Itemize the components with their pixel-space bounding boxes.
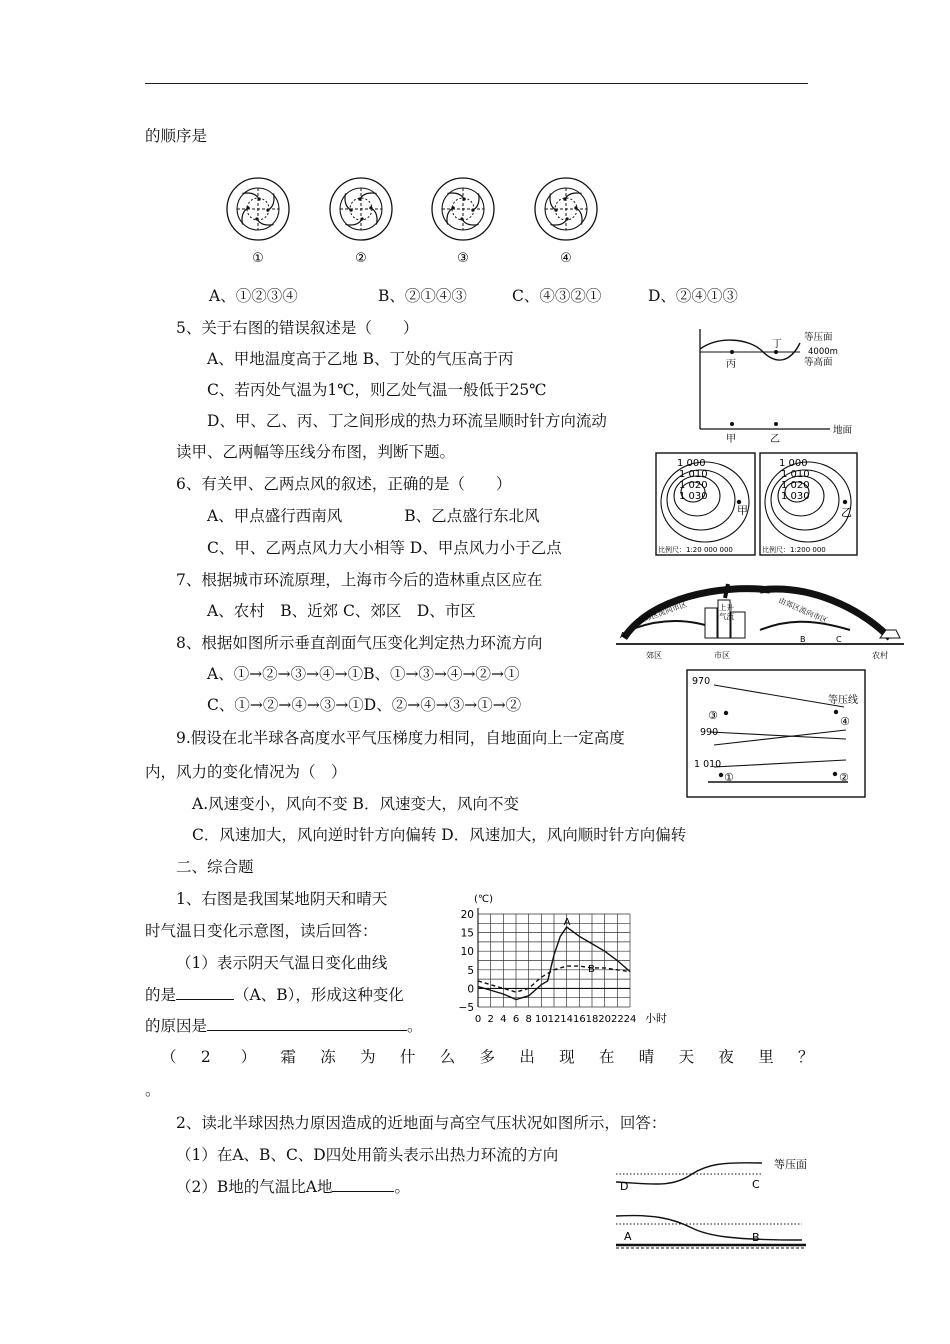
point-4: ④: [840, 715, 850, 728]
label-a: A: [624, 1230, 632, 1243]
section-2-heading: 二、综合题: [176, 858, 254, 876]
label-ding: 丁: [772, 339, 782, 350]
y-tick-label: 15: [460, 927, 474, 940]
label-d: D: [620, 1180, 629, 1193]
circle-label-3: ③: [457, 251, 469, 266]
c1-line5-end: 。: [407, 1017, 423, 1035]
label-airflow: 气流: [719, 612, 734, 621]
q5-option-c: C、若丙处气温为1℃，则乙处气温一般低于25℃: [207, 381, 547, 399]
circle-label-4: ④: [560, 251, 572, 266]
x-tick-label: 20: [598, 1014, 612, 1025]
wind-circle-3: [432, 178, 494, 240]
q6-options-ab: A、甲点盛行西南风 B、乙点盛行东北风: [207, 507, 540, 525]
c1-line2: 时气温日变化示意图，读后回答：: [145, 922, 378, 940]
q5-isobar-figure: [690, 325, 870, 447]
chart-x-unit: 小时: [645, 1012, 667, 1025]
label-bing: 丙: [726, 359, 736, 370]
chart-y-unit: (℃): [474, 894, 494, 905]
isobar-970: 970: [692, 676, 711, 687]
c1-q2-char: 里: [758, 1048, 774, 1066]
c1-q2-char: 霜: [280, 1048, 296, 1066]
q4-option-d: D、②④①③: [648, 287, 738, 305]
isobar-1010: 1 010: [694, 759, 722, 770]
c1-q2-char: 2: [200, 1048, 211, 1066]
label-village: 农村: [872, 651, 888, 660]
c2-part2-start: （2）B地的气温比A地: [176, 1178, 333, 1196]
q4-option-c: C、④③②①: [512, 287, 602, 305]
c1-answer-blank-reason[interactable]: [207, 1016, 407, 1031]
x-tick-label: 8: [525, 1014, 532, 1025]
label-c: C: [836, 635, 842, 644]
q4-option-a: A、①②③④: [209, 287, 298, 305]
wind-arrow: [550, 193, 556, 210]
map1-isobar-1030: 1 030: [679, 491, 708, 502]
q6-stem: 6、有关甲、乙两点风的叙述，正确的是（ ）: [176, 475, 512, 493]
c2-part2-end: 。: [394, 1178, 410, 1196]
circle-label-1: ①: [252, 251, 264, 266]
q9-options-cd: C．风速加大，风向逆时针方向偏转 D．风速加大，风向顺时针方向偏转: [192, 826, 687, 844]
c1-q2-char: 什: [399, 1048, 416, 1066]
x-tick-label: 22: [610, 1014, 624, 1025]
x-tick-label: 18: [585, 1014, 599, 1025]
label-isobar-surface: 等压面: [774, 1158, 807, 1171]
x-tick-label: 4: [500, 1014, 507, 1025]
q4-option-b: B、②①④③: [378, 287, 467, 305]
wind-arrow: [447, 193, 464, 199]
wind-arrow: [345, 219, 362, 225]
y-tick-label: 10: [460, 946, 474, 959]
q6-options-cd: C、甲、乙两点风力大小相等 D、甲点风力小于乙点: [207, 539, 562, 557]
c1-q2-char: 冻: [320, 1048, 336, 1066]
label-a: A: [620, 631, 626, 640]
wind-circle-1: [227, 178, 289, 240]
isobar-label: 等压线: [828, 695, 858, 706]
point-2: ②: [839, 771, 849, 784]
c2-stem: 2、读北半球因热力原因造成的近地面与高空气压状况如图所示，回答：: [176, 1114, 667, 1132]
x-tick-label: 16: [572, 1014, 586, 1025]
wind-arrow: [242, 193, 259, 199]
c2-isobar-figure: [612, 1152, 824, 1256]
q8-stem: 8、根据如图所示垂直剖面气压变化判定热力环流方向: [176, 634, 543, 652]
c1-q2-char: 天: [678, 1048, 695, 1066]
c1-line3: （1）表示阴天气温日变化曲线: [176, 954, 388, 972]
c1-question-2: [0, 1047, 950, 1069]
c1-line5: [145, 1016, 423, 1036]
label-ground: 地面: [833, 425, 853, 436]
label-isobar-surface: 等压面: [804, 332, 833, 343]
c1-q2-char: 出: [519, 1048, 535, 1066]
map2-isobar-1020: 1 020: [781, 480, 810, 491]
c2-part1: （1）在A、B、C、D四处用箭头表示出热力环流的方向: [176, 1146, 559, 1164]
q8-pressure-profile-figure: [686, 669, 868, 799]
c1-q2-char: 多: [479, 1048, 496, 1066]
c1-line5-start: 的原因是: [145, 1017, 208, 1035]
x-tick-label: 14: [560, 1014, 574, 1025]
label-height-surface: 等高面: [804, 357, 833, 368]
c1-q2-char: 晴: [638, 1048, 655, 1066]
c1-q2-char: 为: [360, 1048, 376, 1066]
label-left-flow: 由郊区流向市区: [635, 599, 689, 626]
c1-line4-end: （A、B），形成这种变化: [234, 986, 404, 1004]
wind-arrow: [473, 193, 479, 210]
y-tick-label: 0: [467, 983, 474, 996]
c1-line1: 1、右图是我国某地阴天和晴天: [176, 890, 388, 908]
label-right-flow: 由郊区流向市区: [777, 595, 829, 626]
q5-stem: 5、关于右图的错误叙述是（ ）: [176, 319, 419, 337]
c1-q2-char: ？: [798, 1048, 814, 1066]
map2-point-yi: 乙: [841, 506, 852, 519]
x-tick-label: 12: [547, 1014, 561, 1025]
y-tick-label: 20: [460, 909, 474, 921]
label-rising: 上升: [719, 603, 734, 612]
map1-isobar-1010: 1 010: [679, 469, 708, 480]
lead-text: 的顺序是: [145, 127, 208, 145]
x-tick-label: 6: [512, 1014, 520, 1025]
map2-isobar-1030: 1 030: [781, 491, 810, 502]
isobar-990: 990: [700, 727, 719, 738]
q8-options-cd: C、①→②→④→③→①D、②→④→③→①→②: [207, 696, 522, 714]
q7-options: A、农村 B、近郊 C、郊区 D、市区: [207, 602, 476, 620]
c1-q2-char: 么: [439, 1048, 456, 1066]
wind-arrow: [268, 193, 274, 210]
wind-circle-2: [330, 178, 392, 240]
header-rule: [145, 83, 808, 84]
q6-isobar-maps: [655, 452, 860, 556]
q7-urban-circulation-figure: [610, 578, 910, 664]
label-suburb: 郊区: [646, 651, 662, 660]
q4-wind-figure: [218, 172, 598, 266]
point-3: ③: [708, 709, 718, 722]
q9-line2: 内，风力的变化情况为（ ）: [145, 763, 347, 781]
circle-label-2: ②: [355, 251, 367, 266]
wind-arrow: [345, 193, 351, 210]
c2-answer-blank[interactable]: [332, 1177, 394, 1192]
x-tick-label: 2: [487, 1014, 494, 1025]
temperature-chart: [448, 892, 680, 1028]
wind-arrow: [257, 219, 274, 225]
c1-line4-start: 的是: [145, 986, 177, 1004]
label-jia: 甲: [726, 434, 736, 445]
point-1: ①: [724, 771, 734, 784]
c1-q2-char: ）: [240, 1048, 257, 1066]
q5-option-d: D、甲、乙、丙、丁之间形成的热力环流呈顺时针方向流动: [207, 412, 607, 430]
q9-options-ab: A.风速变小，风向不变 B．风速变大，风向不变: [192, 795, 519, 813]
label-b: B: [800, 635, 806, 644]
y-tick-label: 5: [467, 964, 474, 977]
c1-line4: [145, 985, 404, 1005]
q8-options-ab: A、①→②→③→④→①B、①→③→④→②→①: [207, 665, 520, 683]
map2-isobar-1000: 1 000: [779, 458, 808, 469]
map1-point-jia: 甲: [737, 504, 748, 517]
map2-isobar-1010: 1 010: [781, 469, 810, 480]
label-city: 市区: [714, 651, 730, 660]
c1-q2-char: 现: [559, 1048, 575, 1066]
x-tick-label: 24: [623, 1014, 637, 1025]
wind-arrow: [462, 219, 479, 225]
q7-stem: 7、根据城市环流原理，上海市今后的造林重点区应在: [176, 571, 543, 589]
label-4000m: 4000m: [808, 347, 838, 357]
c1-q2-char: （: [161, 1048, 177, 1066]
wind-arrow: [550, 219, 567, 225]
c1-answer-dot: 。: [145, 1081, 161, 1099]
c1-q2-char: 在: [598, 1048, 615, 1066]
label-c: C: [752, 1178, 760, 1191]
c1-q2-char: 夜: [718, 1048, 734, 1066]
q6-intro: 读甲、乙两幅等压线分布图，判断下题。: [176, 443, 456, 461]
label-b: B: [752, 1231, 760, 1244]
map1-isobar-1000: 1 000: [677, 458, 706, 469]
series-a-label: A: [563, 917, 571, 929]
q5-options-ab: A、甲地温度高于乙地 B、丁处的气压高于丙: [207, 350, 514, 368]
x-tick-label: 0: [474, 1014, 482, 1025]
y-tick-label: −5: [458, 1002, 474, 1014]
wind-circle-4: [535, 178, 597, 240]
q9-line1: 9.假设在北半球各高度水平气压梯度力相同，自地面向上一定高度: [176, 729, 625, 747]
map2-scale: 比例尺：1:200 000: [762, 546, 826, 554]
c1-answer-blank-curve[interactable]: [176, 985, 234, 1000]
c2-part2: [176, 1177, 410, 1197]
map1-isobar-1020: 1 020: [679, 480, 708, 491]
series-b-label: B: [588, 963, 595, 975]
x-tick-label: 10: [534, 1014, 548, 1025]
map1-scale: 比例尺：1:20 000 000: [658, 546, 733, 554]
label-yi: 乙: [770, 434, 780, 445]
